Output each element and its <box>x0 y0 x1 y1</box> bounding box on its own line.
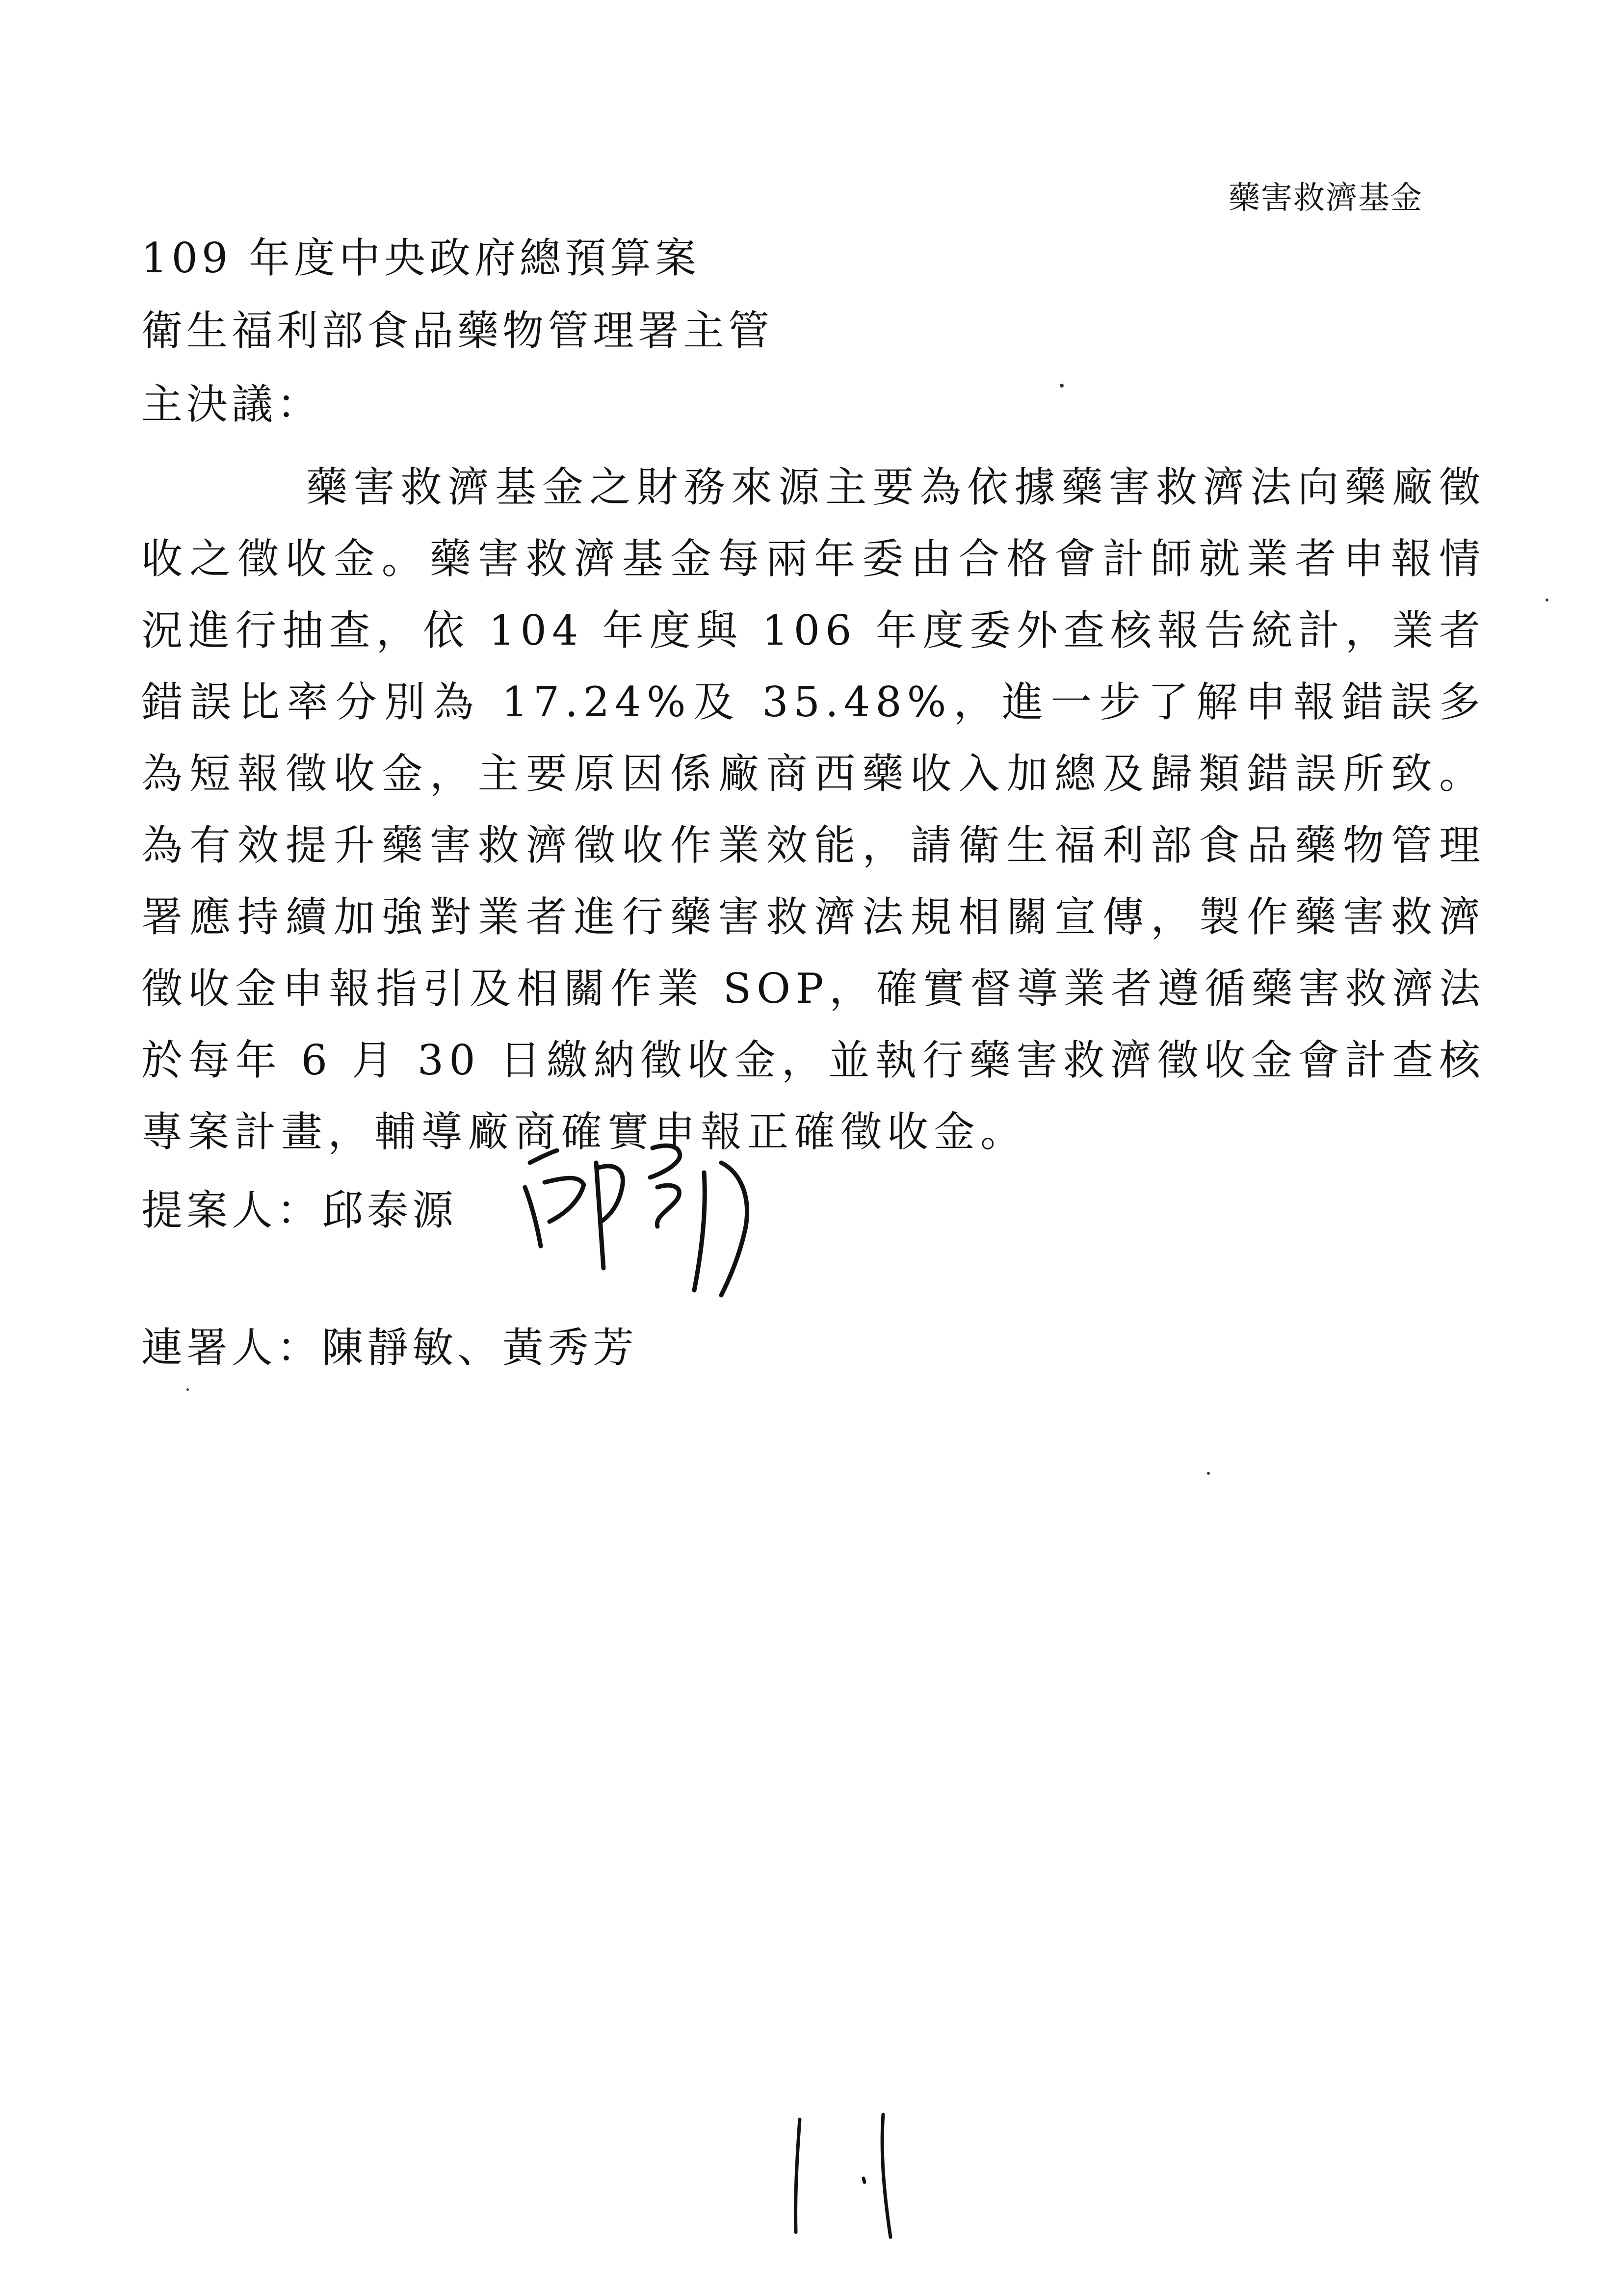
scan-speck <box>1545 599 1548 601</box>
fund-label: 藥害救濟基金 <box>1229 180 1423 216</box>
ministry-title: 衛生福利部食品藥物管理署主管 <box>141 307 774 355</box>
scan-speck <box>186 1388 189 1391</box>
budget-title: 109 年度中央政府總預算案 <box>141 234 701 282</box>
scan-speck <box>1060 384 1064 388</box>
cosigners-line: 連署人：陳靜敏、黃秀芳 <box>141 1324 638 1372</box>
proposer-line: 提案人：邱泰源 <box>141 1186 458 1234</box>
handwritten-page-number <box>780 2110 908 2247</box>
resolution-label: 主決議： <box>141 380 322 428</box>
scan-speck <box>1207 1472 1210 1475</box>
resolution-paragraph: 藥害救濟基金之財務來源主要為依據藥害救濟法向藥廠徵收之徵收金。藥害救濟基金每兩年委由合格會計師就業者申報情況進行抽查，依 104 年度與 106 年度委外查核報告統計，業者錯誤比率分別為 17.24%及 35.48%，進一步了解申報錯誤多為短報徵收金，主要原因係廠商西藥收入加總及歸類錯誤所致。為有效提升藥害救濟徵收作業效能，請衛生福利部食品藥物管理署應持續加強對業者進行藥害救濟法規相關宣傳，製作藥害救濟徵收金申報指引及相關作業 SOP，確實督導業者遵循藥害救濟法於每年 6 月 30 日繳納徵收金，並執行藥害救濟徵收金會計查核專案計畫，輔導廠商確實申報正確徵收金。 <box>141 463 1486 1156</box>
handwritten-signature <box>510 1128 785 1315</box>
